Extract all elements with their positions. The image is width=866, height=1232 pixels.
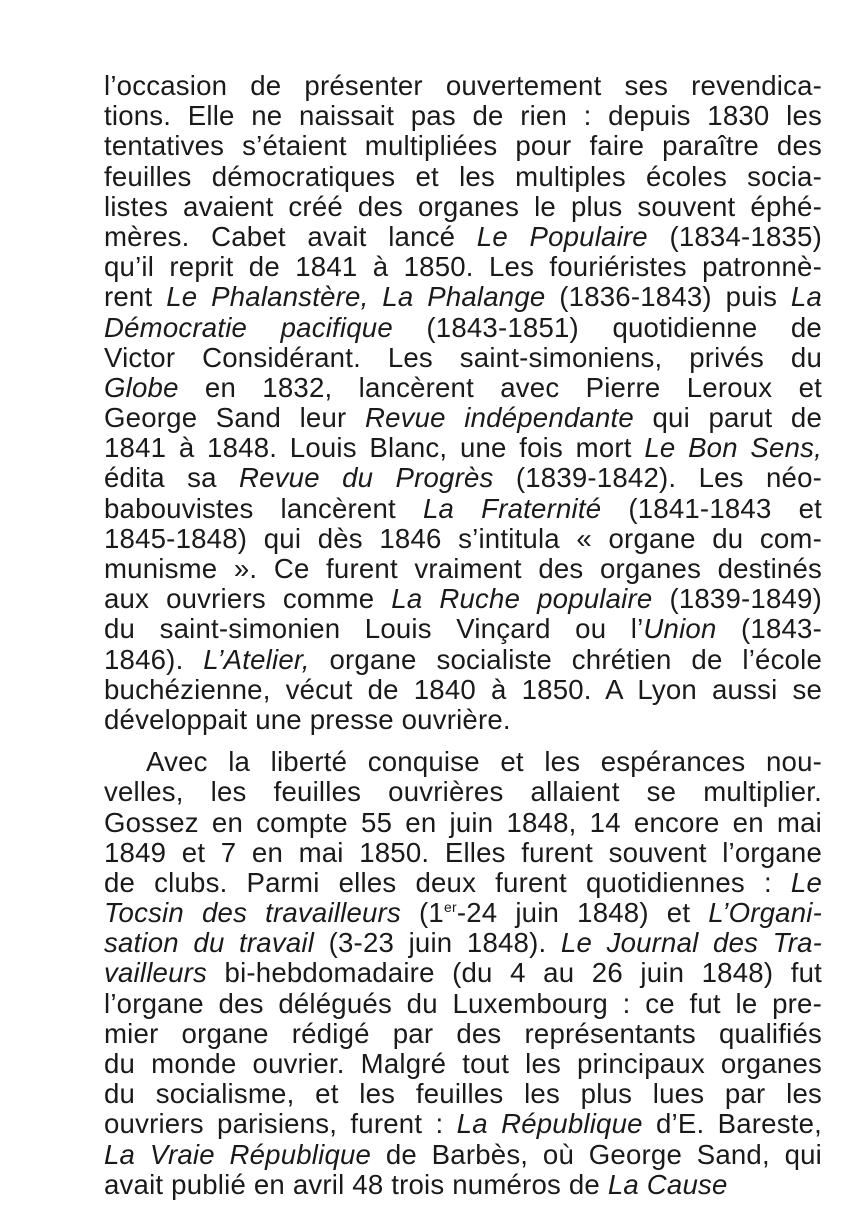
text-run: munisme ». Ce furent vraiment des organes destinés (104, 553, 822, 584)
text-run: -24 juin 1848) et (456, 897, 709, 929)
text-line (104, 868, 822, 898)
italic-title: La Vraie République (104, 1138, 372, 1170)
text-line (104, 1079, 822, 1109)
text-run: feuilles démocratiques et les multiples écoles socia- (104, 160, 822, 192)
text-run: (3-23 juin 1848). (314, 927, 561, 959)
text-run: qu’il reprit de 1841 à 1850. Les fouriéristes patronnè- (104, 251, 822, 283)
text-run: 1841 à 1848. Louis Blanc, une fois mort (104, 432, 645, 464)
text-run: buchézienne, vécut de 1840 à 1850. A Lyon aussi se (104, 673, 822, 705)
italic-title: vailleurs (104, 957, 208, 989)
text-line (104, 162, 822, 192)
text-line (104, 705, 822, 735)
text-run: d’E. Bareste, (642, 1108, 822, 1140)
text-line (104, 554, 822, 584)
italic-title: La Fraternité (422, 492, 602, 524)
text-line (104, 645, 822, 675)
text-line (104, 192, 822, 222)
text-run: ouvriers parisiens, furent : (104, 1108, 457, 1140)
text-run: Gossez en compte 55 en juin 1848, 14 encore en mai (104, 806, 822, 838)
text-line (104, 808, 822, 838)
paragraph-1 (104, 71, 822, 735)
italic-title: Le (790, 866, 822, 898)
text-run: mier organe rédigé par des représentants qualifiés (104, 1017, 822, 1049)
italic-title: sation du travail (104, 927, 315, 959)
text-run: Avec la liberté conquise et les espérances nou- (146, 746, 822, 778)
text-line (104, 282, 822, 312)
text-line (104, 777, 822, 807)
italic-title: Globe (104, 371, 179, 403)
text-run: développait une presse ouvrière. (104, 703, 511, 735)
text-run: du socialisme, et les feuilles les plus lues par les (104, 1078, 822, 1110)
text-run: 1845-1848) qui dès 1846 s’intitula « organe du com- (104, 522, 822, 554)
text-line (104, 898, 822, 928)
text-line (104, 1019, 822, 1049)
text-line (104, 524, 822, 554)
text-run: du saint-simonien Louis Vinçard ou (104, 613, 631, 645)
text-run: velles, les feuilles ouvrières allaient se multiplier. (104, 776, 822, 808)
text-run: de clubs. Parmi elles deux furent quotidiennes : (104, 866, 791, 898)
text-run: l’occasion de présenter ouvertement ses revendica- (104, 70, 822, 101)
text-line (104, 463, 822, 493)
text-run: (1839-1842). Les néo- (493, 462, 822, 494)
italic-title: Le Journal des Tra- (560, 927, 823, 959)
italic-title: Le Phalanstère, La Phalange (166, 281, 546, 313)
italic-title: Démocratie pacifique (104, 311, 393, 343)
italic-title: Revue indépendante (364, 402, 634, 434)
text-line (104, 71, 822, 101)
text-run: George Sand leur (104, 402, 365, 434)
text-line (104, 313, 822, 343)
italic-title: La République (456, 1108, 643, 1140)
text-run: avait publié en avril 48 trois numéros de (104, 1168, 608, 1200)
italic-title: L’Organi- (708, 897, 822, 929)
text-run: bi-hebdomadaire (du 4 au 26 juin 1848) fut (207, 957, 822, 989)
italic-title: Le Populaire (476, 220, 648, 252)
italic-title: La (790, 281, 822, 313)
text-line (104, 403, 822, 433)
italic-title: La Ruche populaire (391, 583, 653, 615)
italic-title: Le Bon Sens, (644, 432, 822, 464)
text-line (104, 131, 822, 161)
text-run: qui parut de (633, 402, 822, 434)
paragraph-2 (104, 747, 822, 1200)
text-run: (1843- (716, 613, 822, 645)
text-line (104, 494, 822, 524)
text-run: l’ (630, 613, 644, 645)
text-run: 1849 et 7 en mai 1850. Elles furent souvent l’organe (104, 836, 822, 868)
text-line (104, 222, 822, 252)
italic-title: Tocsin des travailleurs (104, 897, 401, 929)
text-line (104, 989, 822, 1019)
text-run: babouvistes lancèrent (104, 492, 423, 524)
text-line (104, 675, 822, 705)
text-line (104, 838, 822, 868)
text-run: (1836-1843) puis (545, 281, 791, 313)
text-run: (1 (400, 897, 444, 929)
text-run: tions. Elle ne naissait pas de rien : depuis 1830 les (104, 100, 822, 132)
text-run: mères. Cabet avait lancé (104, 220, 477, 252)
text-run: listes avaient créé des organes le plus souvent éphé- (104, 190, 822, 222)
text-run: rent (104, 281, 167, 313)
text-line (104, 1109, 822, 1139)
text-run: 1846). (104, 643, 204, 675)
text-line (104, 747, 822, 777)
text-run: aux ouvriers comme (104, 583, 392, 615)
text-run: de Barbès, où George Sand, qui (371, 1138, 822, 1170)
text-line (104, 584, 822, 614)
text-run: en 1832, lancèrent avec Pierre Leroux et (178, 371, 822, 403)
text-line (104, 958, 822, 988)
text-line (104, 433, 822, 463)
text-line (104, 252, 822, 282)
text-run: (1839-1849) (652, 583, 822, 615)
text-line (104, 373, 822, 403)
italic-title: Union (643, 613, 717, 645)
text-line (104, 1170, 822, 1200)
italic-title: Revue du Progrès (239, 462, 494, 494)
text-line (104, 614, 822, 644)
text-line (104, 101, 822, 131)
text-run: du monde ouvrier. Malgré tout les principaux organes (104, 1048, 822, 1079)
text-run: (1843-1851) quotidienne de (392, 311, 822, 343)
text-run: (1841-1843 et (601, 492, 823, 524)
text-run: (1834-1835) (647, 220, 822, 252)
text-run: tentatives s’étaient multipliées pour faire paraître des (104, 130, 822, 162)
text-line (104, 928, 822, 958)
text-run: l’organe des délégués du Luxembourg : ce fut le pre- (104, 987, 822, 1019)
text-run: organe socialiste chrétien de l’école (309, 643, 822, 675)
text-run: Victor Considérant. Les saint-simoniens, privés du (104, 341, 822, 373)
text-line (104, 1140, 822, 1170)
italic-title: La Cause (607, 1168, 728, 1200)
text-line (104, 343, 822, 373)
superscript: er (443, 899, 457, 916)
text-line (104, 1049, 822, 1079)
italic-title: L’Atelier, (203, 643, 310, 675)
text-run: édita sa (104, 462, 240, 494)
book-page-text (104, 71, 822, 1200)
